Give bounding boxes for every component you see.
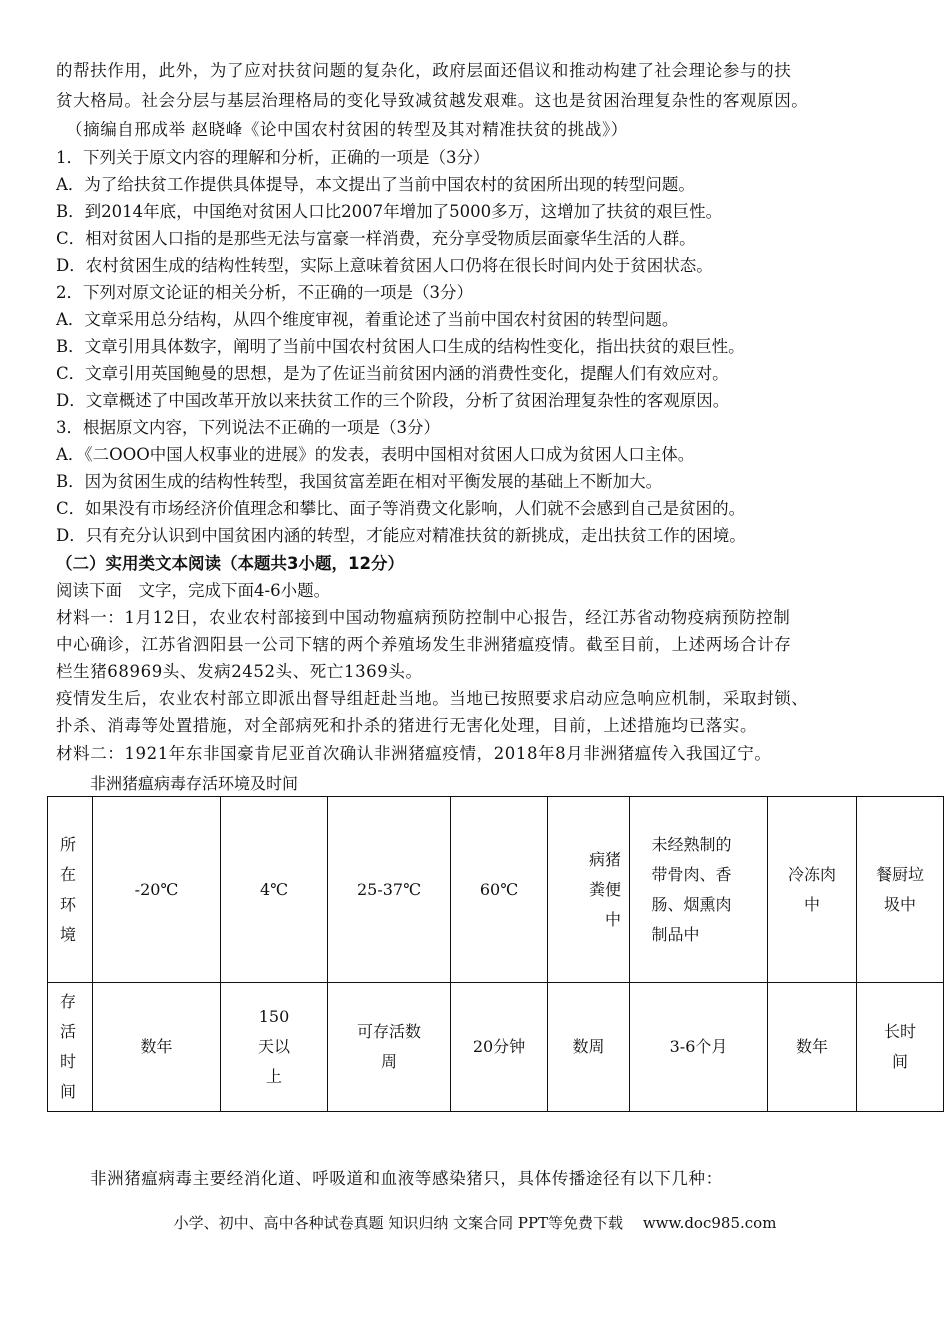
virus-survival-table	[47, 796, 944, 1112]
env-cell: 冷冻肉中	[768, 797, 857, 983]
time-cell: 可存活数周	[328, 983, 451, 1112]
question-3-option-c: C．如果没有市场经济价值理念和攀比、面子等消费文化影响，人们就不会感到自己是贫困的。	[56, 499, 746, 518]
time-cell: 数周	[548, 983, 630, 1112]
material-1-line: 材料一：1月12日，农业农村部接到中国动物瘟病预防控制中心报告，经江苏省动物疫病预防控制	[56, 608, 791, 627]
question-3-option-a: A．《二OOO中国人权事业的进展》的发表，表明中国相对贫困人口成为贫困人口主体。	[56, 445, 695, 464]
question-3-option-b: B．因为贫困生成的结构性转型，我国贫富差距在相对平衡发展的基础上不断加大。	[56, 472, 663, 491]
env-cell: 餐厨垃圾中	[857, 797, 944, 983]
table-row	[48, 797, 944, 983]
time-cell: 长时间	[857, 983, 944, 1112]
table-caption: 非洲猪瘟病毒存活环境及时间	[90, 774, 299, 793]
time-cell: 数年	[768, 983, 857, 1112]
time-cell: 3-6个月	[630, 983, 768, 1112]
time-cell: 20分钟	[451, 983, 548, 1112]
intro-line: 的帮扶作用，此外，为了应对扶贫问题的复杂化，政府层面还倡议和推动构建了社会理论参与的扶	[56, 61, 792, 80]
env-cell: 60℃	[451, 797, 548, 983]
env-cell: 4℃	[221, 797, 328, 983]
row-label-survival-time: 存活时间	[48, 983, 93, 1112]
section-heading: （二）实用类文本阅读（本题共3小题，12分）	[56, 554, 404, 573]
question-2-option-d: D．文章概述了中国改革开放以来扶贫工作的三个阶段，分析了贫困治理复杂性的客观原因。	[56, 391, 730, 410]
question-1-option-b: B．到2014年底，中国绝对贫困人口比2007年增加了5000多万，这增加了扶贫的艰巨性。	[56, 202, 723, 221]
question-3-option-d: D．只有充分认识到中国贫困内涵的转型，才能应对精准扶贫的新挑成，走出扶贫工作的困境。	[56, 526, 746, 545]
material-1-line: 中心确诊，江苏省泗阳县一公司下辖的两个养殖场发生非洲猪瘟疫情。截至目前，上述两场合计存	[56, 635, 792, 654]
after-table-text: 非洲猪瘟病毒主要经消化道、呼吸道和血液等感染猪只，具体传播途径有以下几种：	[90, 1169, 723, 1188]
time-cell: 150天以上	[221, 983, 328, 1112]
question-2-option-a: A．文章采用总分结构，从四个维度审视，着重论述了当前中国农村贫困的转型问题。	[56, 310, 679, 329]
question-1-option-d: D．农村贫困生成的结构性转型，实际上意味着贫困人口仍将在很长时间内处于贫困状态。	[56, 256, 713, 275]
row-label-environment: 所在环境	[48, 797, 93, 983]
material-1-line: 栏生猪68969头、发病2452头、死亡1369头。	[56, 662, 423, 681]
question-2-option-b: B．文章引用具体数字，阐明了当前中国农村贫困人口生成的结构性变化，指出扶贫的艰巨性。	[56, 337, 745, 356]
intro-line: 贫大格局。社会分层与基层治理格局的变化导致减贫越发艰难。这也是贫困治理复杂性的客观原因。	[56, 91, 809, 110]
env-cell: 病猪粪便中	[548, 797, 630, 983]
env-cell: 25-37℃	[328, 797, 451, 983]
question-2-stem: 2．下列对原文论证的相关分析，不正确的一项是（3分）	[56, 283, 473, 302]
question-3-stem: 3．根据原文内容，下列说法不正确的一项是（3分）	[56, 418, 440, 437]
material-2-line: 材料二：1921年东非国豪肯尼亚首次确认非洲猪瘟疫情，2018年8月非洲猪瘟传入我国辽宁。	[56, 744, 772, 763]
time-cell: 数年	[93, 983, 221, 1112]
question-1-option-a: A．为了给扶贫工作提供具体提导，本文提出了当前中国农村的贫困所出现的转型问题。	[56, 175, 695, 194]
question-2-option-c: C．文章引用英国鲍曼的思想，是为了佐证当前贫困内涵的消费性变化，提醒人们有效应对。	[56, 364, 729, 383]
reading-instruction: 阅读下面 文字，完成下面4-6小题。	[56, 581, 331, 600]
source-citation: （摘编自邢成举 赵晓峰《论中国农村贫困的转型及其对精准扶贫的挑战》）	[66, 120, 628, 139]
table-row	[48, 983, 944, 1112]
material-1-line: 疫情发生后，农业农村部立即派出督导组赶赴当地。当地已按照要求启动应急响应机制，采取封锁、	[56, 689, 809, 708]
page-footer: 小学、初中、高中各种试卷真题 知识归纳 文案合同 PPT等免费下载 www.doc985.com	[173, 1214, 777, 1232]
material-1-line: 扑杀、消毒等处置措施，对全部病死和扑杀的猪进行无害化处理，目前，上述措施均已落实。	[56, 716, 758, 735]
env-cell: 未经熟制的带骨肉、香肠、烟熏肉制品中	[630, 797, 768, 983]
question-1-stem: 1．下列关于原文内容的理解和分析，正确的一项是（3分）	[56, 148, 490, 167]
env-cell: -20℃	[93, 797, 221, 983]
question-1-option-c: C．相对贫困人口指的是那些无法与富豪一样消费，充分享受物质层面豪华生活的人群。	[56, 229, 696, 248]
